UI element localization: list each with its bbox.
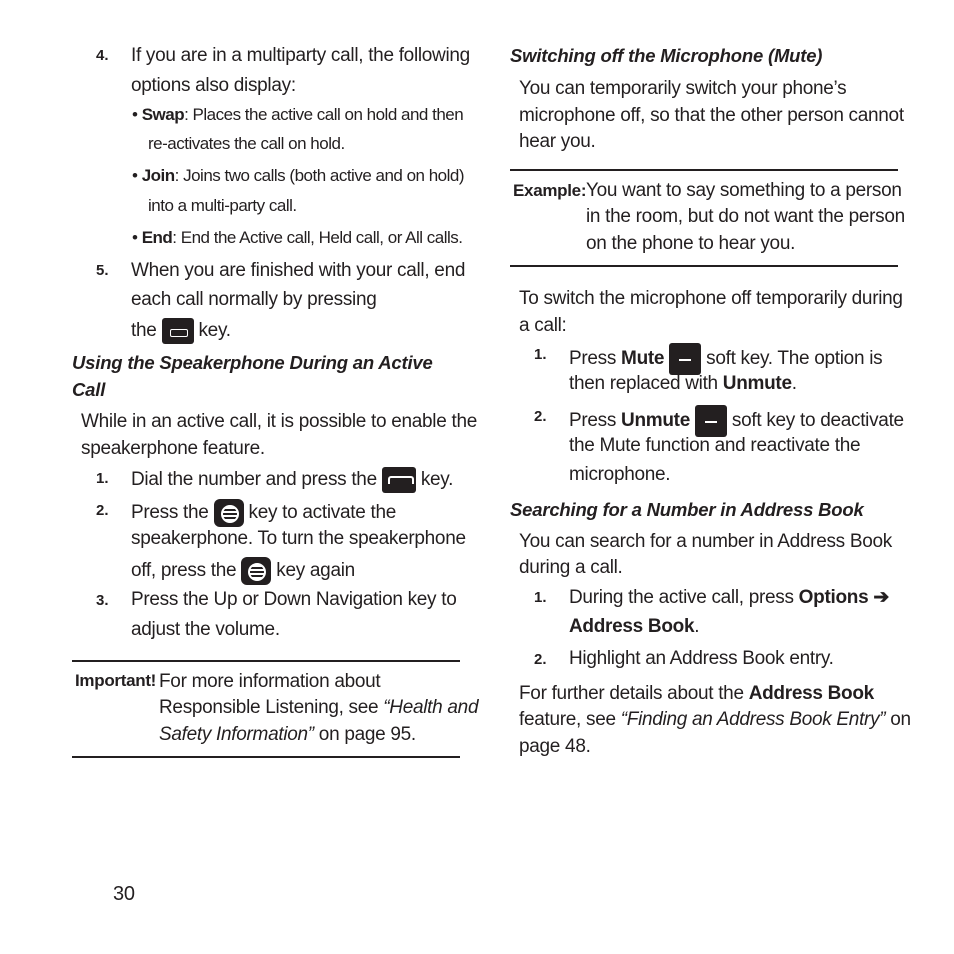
paragraph: page 48. bbox=[519, 736, 591, 757]
step-number: 2. bbox=[534, 408, 547, 425]
bullet-item: • End: End the Active call, Held call, or All calls. bbox=[132, 228, 463, 247]
paragraph: For further details about the Address Book bbox=[519, 683, 874, 704]
paragraph: hear you. bbox=[519, 131, 596, 152]
paragraph: You can search for a number in Address Book bbox=[519, 531, 892, 552]
step-text: Press Unmute soft key to deactivate bbox=[569, 405, 904, 437]
soft-key-icon bbox=[695, 405, 727, 437]
section-heading: Using the Speakerphone During an Active bbox=[72, 352, 433, 373]
step-text: During the active call, press Options ➔ bbox=[569, 587, 889, 608]
paragraph: You can temporarily switch your phone’s bbox=[519, 78, 847, 99]
note-text: Safety Information” on page 95. bbox=[159, 724, 416, 745]
step-text: When you are finished with your call, end bbox=[131, 260, 466, 281]
step-text: Press the key to activate the bbox=[131, 499, 396, 527]
paragraph: speakerphone feature. bbox=[81, 438, 265, 459]
divider bbox=[72, 660, 460, 662]
paragraph: a call: bbox=[519, 315, 567, 336]
paragraph: While in an active call, it is possible to enable the bbox=[81, 411, 477, 432]
step-number: 2. bbox=[534, 651, 547, 668]
bullet-item-cont: into a multi-party call. bbox=[148, 196, 297, 215]
note-label: Important! bbox=[75, 671, 157, 690]
send-key-icon bbox=[382, 467, 416, 493]
step-text: microphone. bbox=[569, 464, 671, 485]
step-text: Dial the number and press the key. bbox=[131, 467, 453, 493]
paragraph: during a call. bbox=[519, 557, 623, 578]
divider bbox=[510, 265, 898, 267]
step-text: If you are in a multiparty call, the following bbox=[131, 45, 470, 66]
step-text: the key. bbox=[131, 318, 231, 344]
step-number: 2. bbox=[96, 502, 109, 519]
page-number: 30 bbox=[113, 883, 135, 905]
soft-key-icon bbox=[669, 343, 701, 375]
section-heading: Call bbox=[72, 379, 106, 400]
step-text: then replaced with Unmute. bbox=[569, 373, 797, 394]
note-label: Example: bbox=[513, 181, 587, 200]
step-text: Highlight an Address Book entry. bbox=[569, 648, 834, 669]
step-text: options also display: bbox=[131, 75, 296, 96]
speakerphone-key-icon bbox=[214, 499, 244, 527]
step-number: 5. bbox=[96, 262, 109, 279]
note-text: on the phone to hear you. bbox=[586, 233, 796, 254]
speakerphone-key-icon bbox=[241, 557, 271, 585]
step-number: 1. bbox=[534, 346, 547, 363]
paragraph: feature, see “Finding an Address Book Entry” on bbox=[519, 709, 911, 730]
step-number: 1. bbox=[96, 470, 109, 487]
step-number: 1. bbox=[534, 589, 547, 606]
note-text: in the room, but do not want the person bbox=[586, 206, 905, 227]
note-text: You want to say something to a person bbox=[586, 180, 902, 201]
note-text: Responsible Listening, see “Health and bbox=[159, 697, 479, 718]
bullet-item: • Swap: Places the active call on hold and then bbox=[132, 105, 464, 124]
paragraph: microphone off, so that the other person cannot bbox=[519, 105, 904, 126]
step-text: Press Mute soft key. The option is bbox=[569, 343, 882, 375]
section-heading: Switching off the Microphone (Mute) bbox=[510, 45, 823, 66]
step-number: 3. bbox=[96, 592, 109, 609]
bullet-item-cont: re-activates the call on hold. bbox=[148, 134, 345, 153]
divider bbox=[72, 756, 460, 758]
step-number: 4. bbox=[96, 47, 109, 64]
step-text: adjust the volume. bbox=[131, 619, 280, 640]
step-text: Press the Up or Down Navigation key to bbox=[131, 589, 457, 610]
step-text: the Mute function and reactivate the bbox=[569, 435, 861, 456]
paragraph: To switch the microphone off temporarily during bbox=[519, 288, 903, 309]
step-text: Address Book. bbox=[569, 616, 700, 637]
step-text: off, press the key again bbox=[131, 557, 355, 585]
bullet-item: • Join: Joins two calls (both active and on hold) bbox=[132, 166, 465, 185]
divider bbox=[510, 169, 898, 171]
step-text: each call normally by pressing bbox=[131, 289, 377, 310]
note-text: For more information about bbox=[159, 671, 381, 692]
step-text: speakerphone. To turn the speakerphone bbox=[131, 528, 466, 549]
end-key-icon bbox=[162, 318, 194, 344]
section-heading: Searching for a Number in Address Book bbox=[510, 499, 864, 520]
